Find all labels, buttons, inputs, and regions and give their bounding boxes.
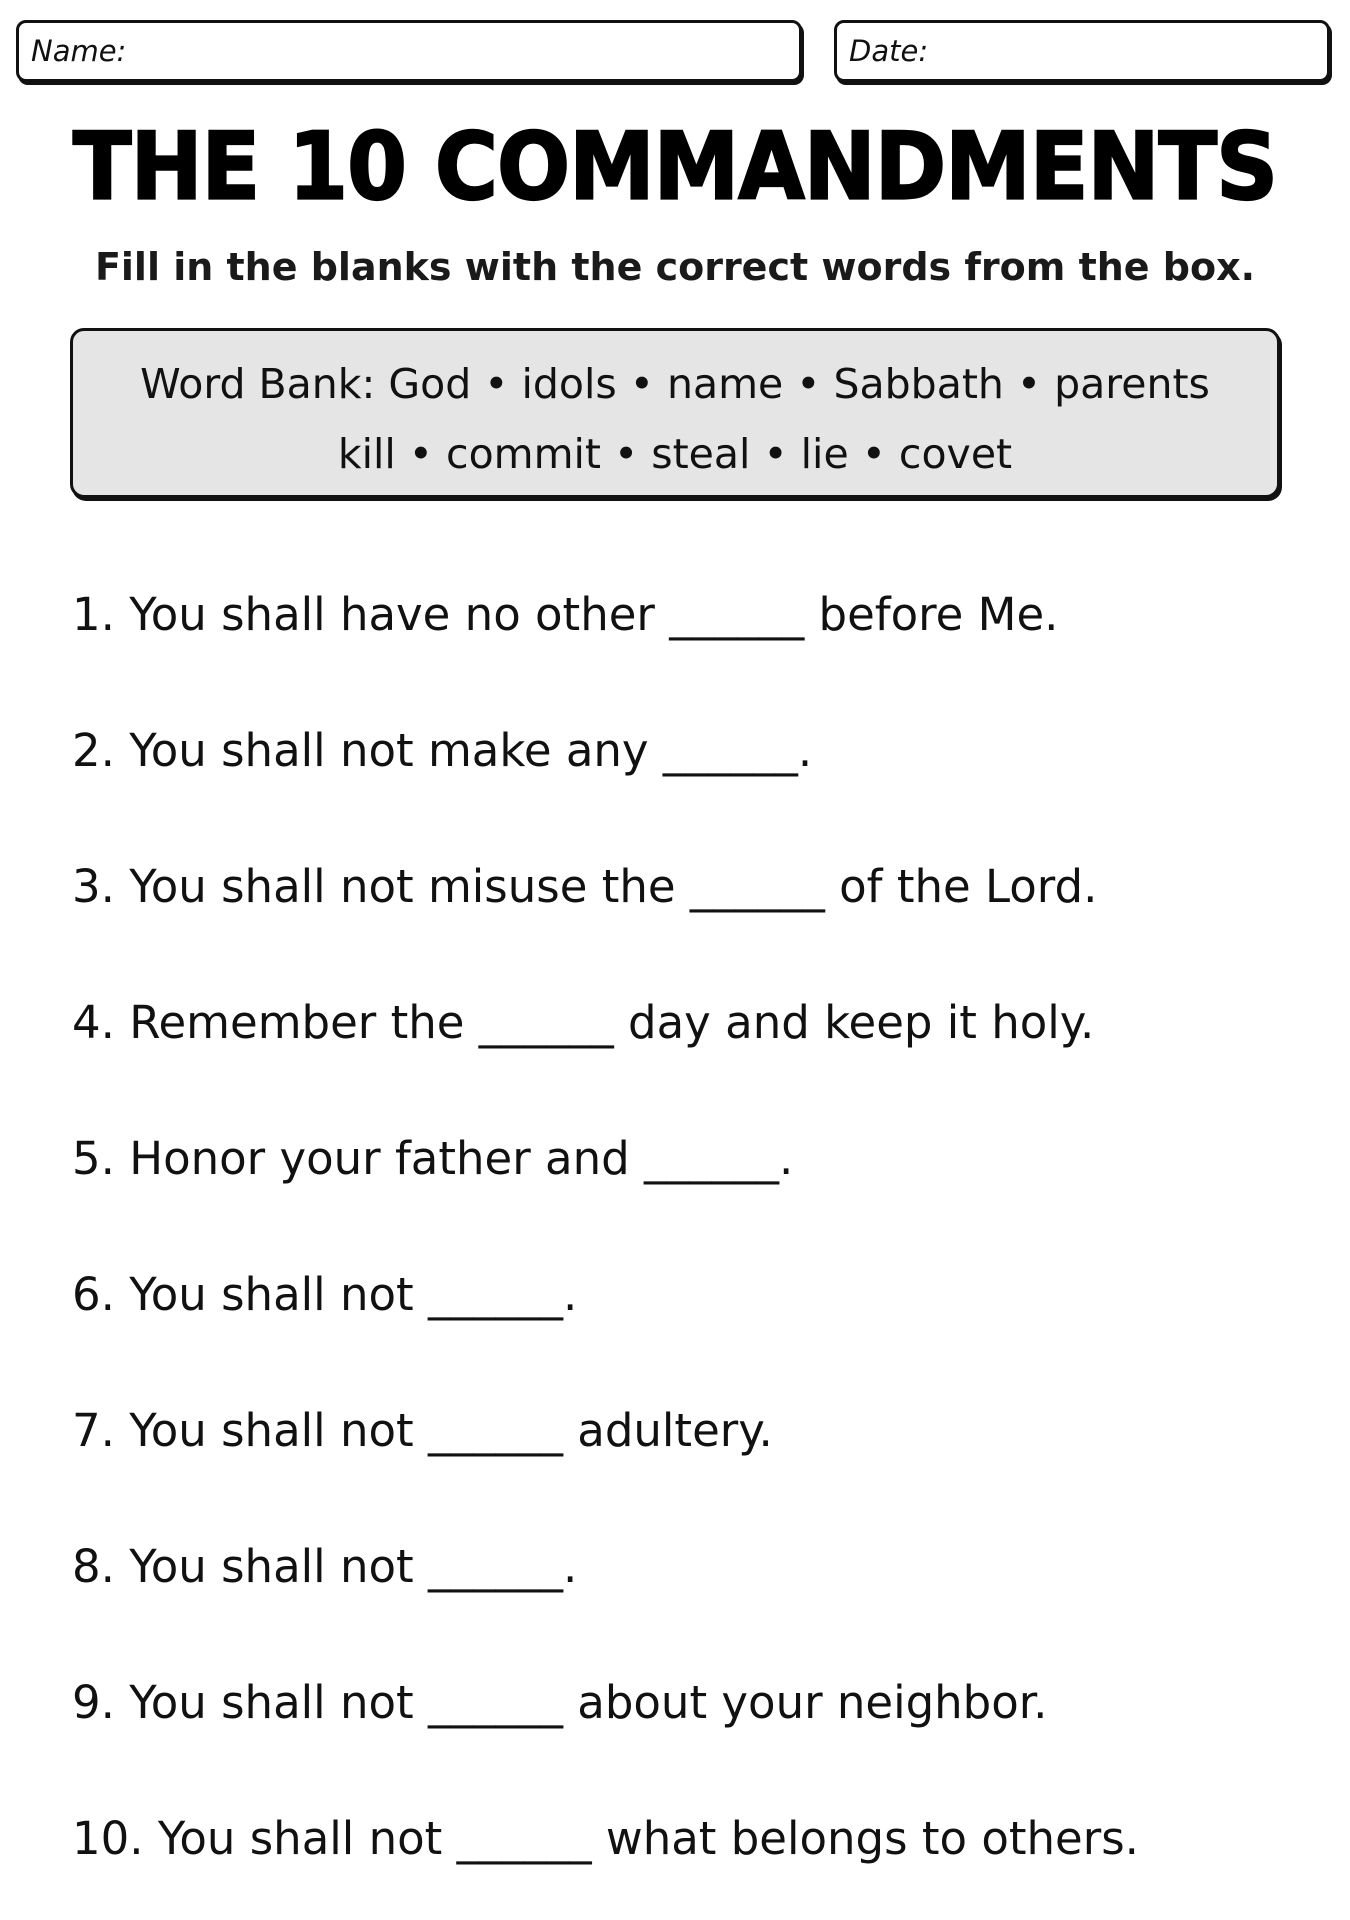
instructions: Fill in the blanks with the correct words from the box.	[94, 245, 1256, 289]
name-input[interactable]	[129, 33, 787, 73]
date-field-box[interactable]	[834, 20, 1330, 82]
word-bank-line-2: kill • commit • steal • lie • covet	[337, 430, 1013, 478]
word-bank	[70, 328, 1280, 498]
question-item: 7. You shall not ______ adultery.	[72, 1404, 773, 1457]
question-item: 3. You shall not misuse the ______ of the Lord.	[72, 860, 1098, 913]
header-row	[16, 20, 1334, 86]
question-item: 2. You shall not make any ______.	[72, 724, 813, 777]
name-label: Name:	[31, 34, 127, 68]
date-label: Date:	[849, 34, 929, 68]
name-field-box[interactable]	[16, 20, 802, 82]
question-item: 8. You shall not ______.	[72, 1540, 578, 1593]
question-item: 4. Remember the ______ day and keep it holy.	[72, 996, 1095, 1049]
word-bank-line-1: Word Bank: God • idols • name • Sabbath • parents	[140, 360, 1210, 408]
worksheet-title: THE 10 COMMANDMENTS	[72, 113, 1278, 221]
question-item: 6. You shall not ______.	[72, 1268, 578, 1321]
question-item: 9. You shall not ______ about your neighbor.	[72, 1676, 1048, 1729]
question-item: 10. You shall not ______ what belongs to others.	[72, 1812, 1139, 1865]
question-list	[72, 560, 1302, 1920]
question-item: 1. You shall have no other ______ before Me.	[72, 588, 1059, 641]
question-item: 5. Honor your father and ______.	[72, 1132, 794, 1185]
date-input[interactable]	[941, 33, 1315, 73]
